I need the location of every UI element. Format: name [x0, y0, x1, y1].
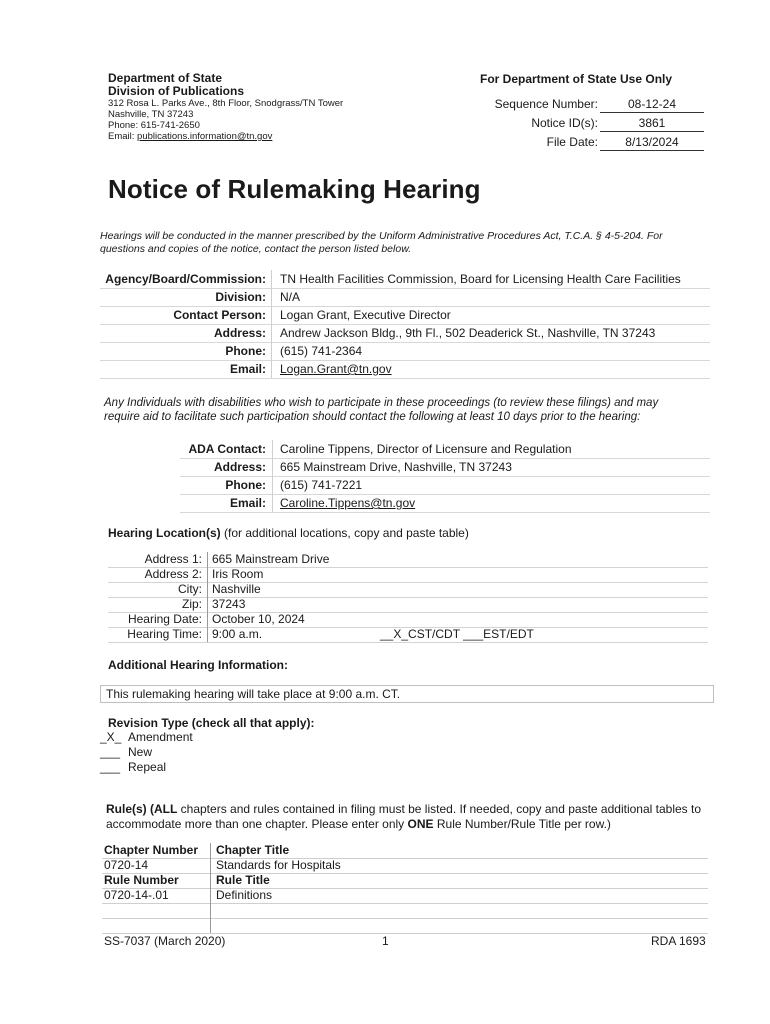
agency-label: Agency/Board/Commission: — [105, 272, 266, 286]
file-date-label: File Date: — [546, 135, 598, 149]
location-row — [108, 597, 708, 613]
rules-intro-b: ALL — [154, 802, 178, 816]
chapter-number-value: 0720-14 — [104, 858, 149, 872]
page-number: 1 — [382, 934, 389, 948]
revision-amendment-label: Amendment — [128, 730, 193, 744]
hearing-date-value: October 10, 2024 — [212, 612, 305, 626]
ada-contact-row — [180, 440, 710, 459]
agency-row — [100, 270, 710, 289]
revision-new-label: New — [128, 745, 153, 759]
revision-amendment-mark: _X_ — [100, 730, 122, 744]
contact-person-value: Logan Grant, Executive Director — [280, 308, 451, 322]
additional-info-text: This rulemaking hearing will take place at 9:00 a.m. CT. — [106, 687, 401, 701]
division-row — [100, 288, 710, 307]
rules-intro-d: ONE — [407, 817, 434, 831]
revision-repeal — [100, 760, 193, 775]
publisher-phone: Phone: 615-741-2650 — [108, 120, 200, 131]
state-use-title: For Department of State Use Only — [480, 72, 673, 86]
revision-amendment — [100, 730, 193, 745]
contact-person-row — [100, 306, 710, 325]
location-row — [108, 582, 708, 598]
agency-phone-label: Phone: — [225, 344, 266, 358]
disability-text: Any Individuals with disabilities who wish to participate in these proceedings (to review these filings) and may require aid to facilitate such participation should contact the following at least 10 days prior to the hearing: — [104, 397, 659, 423]
hearing-date-label: Hearing Date: — [127, 612, 202, 626]
division-label: Division: — [215, 290, 266, 304]
intro-text: Hearings will be conducted in the manner prescribed by the Uniform Administrative Procedures Act, T.C.A. § 4-5-204. For questions and copies of the notice, contact the person listed below. — [100, 230, 663, 255]
additional-info-box — [100, 685, 714, 703]
location-row — [108, 612, 708, 628]
rules-intro-e: Rule Number/Rule Title per row.) — [433, 817, 611, 831]
revision-new — [100, 745, 193, 760]
agency-value: TN Health Facilities Commission, Board for Licensing Health Care Facilities — [280, 272, 681, 286]
rule-number-header: Rule Number — [104, 873, 179, 887]
agency-address-row — [100, 324, 710, 343]
rda-number: RDA 1693 — [651, 934, 706, 948]
sequence-number-label: Sequence Number: — [494, 97, 598, 111]
publisher-address: 312 Rosa L. Parks Ave., 8th Floor, Snodgrass/TN Tower — [108, 98, 344, 109]
sequence-number-value: 08-12-24 — [600, 97, 704, 113]
chapter-title-value: Standards for Hospitals — [216, 858, 341, 872]
sequence-number-row — [478, 97, 710, 113]
revision-repeal-mark: ___ — [100, 760, 121, 774]
division-value: N/A — [280, 290, 301, 304]
address2-label: Address 2: — [144, 567, 202, 581]
rule-title-value: Definitions — [216, 888, 273, 902]
publisher-email-link[interactable]: publications.information@tn.gov — [137, 131, 273, 142]
rule-number-value: 0720-14-.01 — [104, 888, 169, 902]
location-row — [108, 567, 708, 583]
table-row — [102, 843, 708, 859]
ada-address-label: Address: — [213, 460, 266, 474]
revision-heading: Revision Type (check all that apply): — [108, 716, 315, 730]
notice-id-label: Notice ID(s): — [531, 116, 598, 130]
rules-intro-a: Rule(s) ( — [106, 802, 154, 816]
table-row — [102, 888, 708, 904]
ada-phone-label: Phone: — [225, 478, 266, 492]
revision-repeal-label: Repeal — [128, 760, 167, 774]
page-title: Notice of Rulemaking Hearing — [108, 174, 481, 204]
agency-address-value: Andrew Jackson Bldg., 9th Fl., 502 Deaderick St., Nashville, TN 37243 — [280, 326, 656, 340]
location-row — [108, 627, 708, 643]
location-heading — [108, 526, 469, 540]
chapter-title-header: Chapter Title — [216, 843, 290, 857]
revision-new-mark: ___ — [100, 745, 121, 759]
revision-list — [100, 730, 193, 775]
contact-person-label: Contact Person: — [173, 308, 266, 322]
rules-intro-c: chapters and rules contained in filing must be listed. If needed, copy and paste additional tables to accommodate more than one chapter. Please enter only — [106, 802, 701, 831]
form-number: SS-7037 (March 2020) — [104, 934, 226, 948]
ada-contact-value: Caroline Tippens, Director of Licensure and Regulation — [280, 442, 572, 456]
file-date-row — [478, 135, 710, 151]
ada-email-link[interactable]: Caroline.Tippens@tn.gov — [280, 496, 416, 510]
table-row — [102, 858, 708, 874]
table-row — [102, 873, 708, 889]
chapter-number-header: Chapter Number — [104, 843, 199, 857]
rules-intro — [106, 802, 706, 832]
agency-email-label: Email: — [229, 362, 266, 376]
file-date-value: 8/13/2024 — [600, 135, 704, 151]
address1-label: Address 1: — [144, 552, 202, 566]
agency-email-row — [100, 360, 710, 379]
additional-info-heading: Additional Hearing Information: — [108, 658, 288, 672]
ada-phone-value: (615) 741-7221 — [280, 478, 363, 492]
ada-address-value: 665 Mainstream Drive, Nashville, TN 37243 — [280, 460, 512, 474]
agency-phone-value: (615) 741-2364 — [280, 344, 363, 358]
department-name: Department of State — [108, 71, 223, 85]
location-heading-note: (for additional locations, copy and paste table) — [220, 526, 469, 540]
city-label: City: — [178, 582, 202, 596]
zip-value: 37243 — [212, 597, 246, 611]
agency-email-link[interactable]: Logan.Grant@tn.gov — [280, 362, 392, 376]
location-heading-label: Hearing Location(s) — [108, 526, 221, 540]
address1-value: 665 Mainstream Drive — [212, 552, 330, 566]
publisher-email-line — [108, 131, 343, 142]
publisher-city: Nashville, TN 37243 — [108, 109, 194, 120]
city-value: Nashville — [212, 582, 261, 596]
ada-phone-row — [180, 476, 710, 495]
location-row — [108, 552, 708, 568]
timezone-selection: __X_CST/CDT ___EST/EDT — [380, 627, 534, 641]
rule-title-header: Rule Title — [216, 873, 270, 887]
ada-address-row — [180, 458, 710, 477]
hearing-time-label: Hearing Time: — [127, 627, 202, 641]
publisher-header — [108, 72, 343, 142]
table-row — [102, 903, 708, 919]
ada-contact-label: ADA Contact: — [188, 442, 266, 456]
zip-label: Zip: — [181, 597, 202, 611]
ada-email-row — [180, 494, 710, 513]
publisher-email-label: Email: — [108, 131, 138, 142]
ada-email-label: Email: — [229, 496, 266, 510]
agency-phone-row — [100, 342, 710, 361]
agency-address-label: Address: — [213, 326, 266, 340]
hearing-time-value: 9:00 a.m. — [212, 627, 263, 641]
address2-value: Iris Room — [212, 567, 264, 581]
notice-id-row — [478, 116, 710, 132]
notice-id-value: 3861 — [600, 116, 704, 132]
table-row — [102, 918, 708, 934]
division-name: Division of Publications — [108, 84, 245, 98]
